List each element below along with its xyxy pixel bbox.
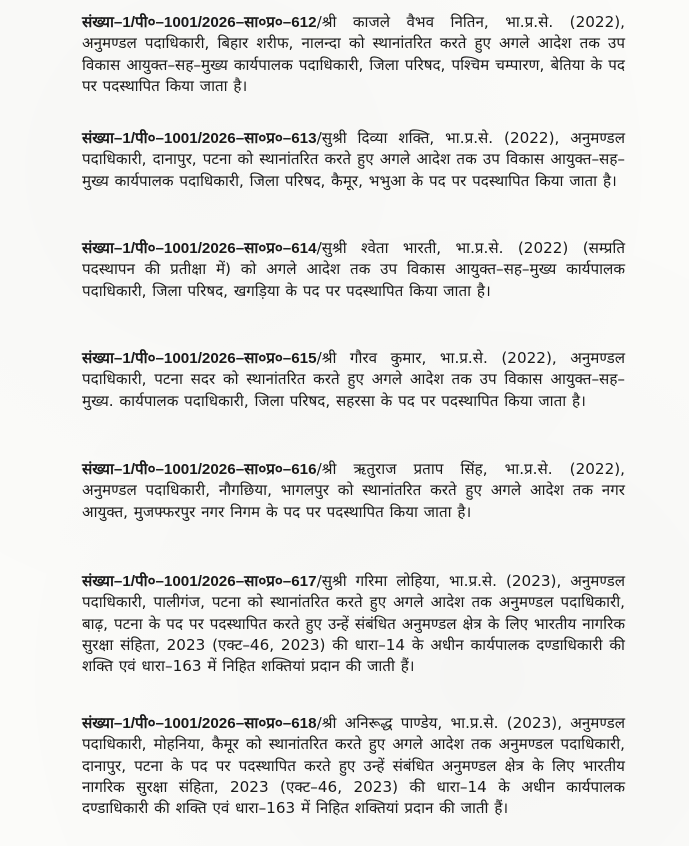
order-paragraph-618 [82, 713, 625, 819]
order-text: /सुश्री श्वेता भारती, भा.प्र.से. (2022) (सम्प्रति पदस्थापन की प्रतीक्षा में) को अगले आदेश तक उप विकास आयुक्त–सह–मुख्य कार्यपालक पदाधिकारी, जिला परिषद, खगड़िया के पद पर पदस्थापित किया जाता है। [82, 239, 625, 300]
order-text: /सुश्री गरिमा लोहिया, भा.प्र.से. (2023), अनुमण्डल पदाधिकारी, पालीगंज, पटना को स्थानांतरित करते हुए अगले आदेश तक अनुमण्डल पदाधिकारी, बाढ़, पटना के पद पर पदस्थापित करते हुए उन्हें संबंधित अनुमण्डल क्षेत्र के लिए भारतीय नागरिक सुरक्षा संहिता, 2023 (एक्ट–46, 2023) की धारा–14 के अधीन कार्यपालक दण्डाधिकारी की शक्ति एवं धारा–163 में निहित शक्तियां प्रदान की जाती हैं। [82, 572, 625, 676]
order-reference-number: संख्या–1/पी०–1001/2026–सा०प्र०–613 [82, 130, 317, 147]
order-paragraph-613 [82, 128, 625, 192]
order-text: /श्री ऋतुराज प्रताप सिंह, भा.प्र.से. (2022), अनुमण्डल पदाधिकारी, नौगछिया, भागलपुर को स्थानांतरित करते हुए अगले आदेश तक नगर आयुक्त, मुजफ्फरपुर नगर निगम के पद पर पदस्थापित किया जाता है। [82, 460, 625, 521]
order-paragraph-616 [82, 459, 625, 523]
order-text: /श्री काजले वैभव नितिन, भा.प्र.से. (2022), अनुमण्डल पदाधिकारी, बिहार शरीफ, नालन्दा को स्थानांतरित करते हुए अगले आदेश तक उप विकास आयुक्त–सह–मुख्य कार्यपालक पदाधिकारी, जिला परिषद, पश्चिम चम्पारण, बेतिया के पद पर पदस्थापित किया जाता है। [82, 13, 625, 95]
order-paragraph-615 [82, 348, 625, 412]
order-paragraph-617 [82, 571, 625, 677]
order-text: /सुश्री दिव्या शक्ति, भा.प्र.से. (2022), अनुमण्डल पदाधिकारी, दानापुर, पटना को स्थानांतरित करते हुए अगले आदेश तक उप विकास आयुक्त–सह–मुख्य कार्यपालक पदाधिकारी, जिला परिषद, कैमूर, भभुआ के पद पर पदस्थापित किया जाता है। [82, 129, 625, 190]
order-text: /श्री गौरव कुमार, भा.प्र.से. (2022), अनुमण्डल पदाधिकारी, पटना सदर को स्थानांतरित करते हुए अगले आदेश तक उप विकास आयुक्त–सह–मुख्य. कार्यपालक पदाधिकारी, जिला परिषद, सहरसा के पद पर पदस्थापित किया जाता है। [82, 349, 625, 410]
order-reference-number: संख्या–1/पी०–1001/2026–सा०प्र०–616 [82, 461, 317, 478]
order-reference-number: संख्या–1/पी०–1001/2026–सा०प्र०–618 [82, 715, 317, 732]
order-reference-number: संख्या–1/पी०–1001/2026–सा०प्र०–615 [82, 350, 317, 367]
order-reference-number: संख्या–1/पी०–1001/2026–सा०प्र०–612 [82, 14, 317, 31]
order-text: /श्री अनिरूद्ध पाण्डेय, भा.प्र.से. (2023), अनुमण्डल पदाधिकारी, मोहनिया, कैमूर को स्थानांतरित करते हुए अगले आदेश तक अनुमण्डल पदाधिकारी, दानापुर, पटना के पद पर पदस्थापित करते हुए उन्हें संबंधित अनुमण्डल क्षेत्र के लिए भारतीय नागरिक सुरक्षा संहिता, 2023 (एक्ट–46, 2023) की धारा–14 के अधीन कार्यपालक दण्डाधिकारी की शक्ति एवं धारा–163 में निहित शक्तियां प्रदान की जाती हैं। [82, 714, 625, 818]
order-reference-number: संख्या–1/पी०–1001/2026–सा०प्र०–614 [82, 240, 317, 257]
order-reference-number: संख्या–1/पी०–1001/2026–सा०प्र०–617 [82, 573, 317, 590]
order-paragraph-614 [82, 238, 625, 302]
order-paragraph-612 [82, 12, 625, 97]
